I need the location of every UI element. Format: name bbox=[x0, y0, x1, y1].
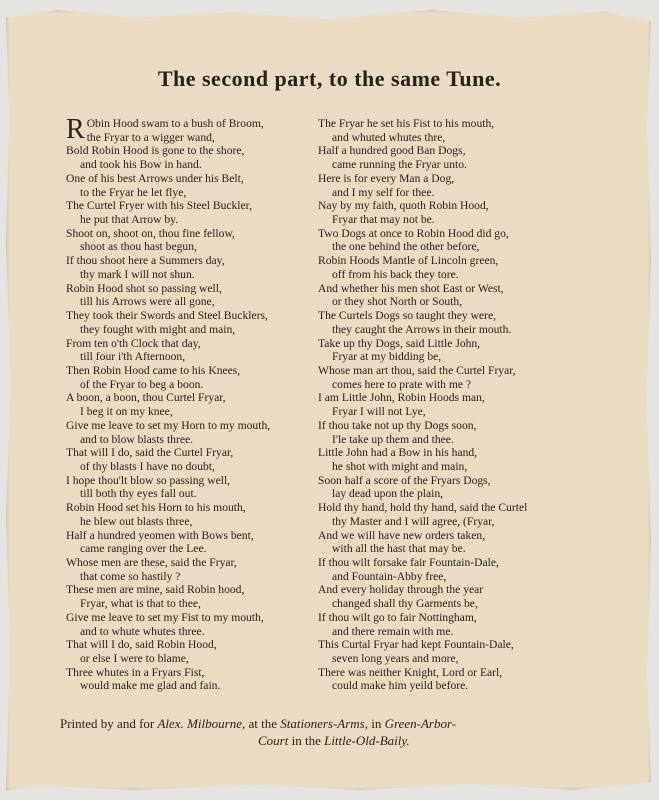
verse-line: he blew out blasts three, bbox=[80, 514, 193, 528]
verse-line: and Fountain-Abby free, bbox=[332, 569, 447, 583]
verse-line: If thou shoot here a Summers day, bbox=[66, 254, 225, 268]
verse-line: Whose men are these, said the Fryar, bbox=[66, 556, 237, 569]
verse-line: Give me leave to set my Fist to my mouth, bbox=[66, 610, 264, 624]
verse-line: they fought with might and main, bbox=[80, 322, 236, 336]
verse-line: I beg it on my knee, bbox=[80, 405, 173, 419]
verse-line: of the Fryar to beg a boon. bbox=[80, 377, 204, 391]
verse-line: A boon, a boon, thou Curtel Fryar, bbox=[66, 391, 226, 405]
verse-line: Take up thy Dogs, said Little John, bbox=[318, 336, 481, 350]
verse-line: and to blow blasts three. bbox=[80, 432, 194, 446]
verse-line: thy Master and I will agree, (Fryar, bbox=[332, 514, 495, 528]
drop-cap: R bbox=[66, 114, 85, 145]
verse-line: till both thy eyes fall out. bbox=[80, 487, 197, 501]
imprint-sign: Stationers-Arms, bbox=[280, 716, 368, 731]
imprint-text: in the bbox=[288, 733, 325, 748]
verse-line: And whether his men shot East or West, bbox=[318, 281, 504, 295]
imprint-place: Little-Old-Baily. bbox=[324, 733, 410, 748]
page-title: The second part, to the same Tune. bbox=[157, 66, 502, 91]
verse-line: he shot with might and main, bbox=[332, 459, 468, 473]
verse-line: Here is for every Man a Dog, bbox=[318, 171, 455, 185]
verse-line: off from his back they tore. bbox=[332, 267, 459, 281]
right-verse-column bbox=[318, 117, 588, 693]
verse-line: Hold thy hand, hold thy hand, said the Curtel bbox=[318, 501, 528, 515]
verse-line: till four i'th Afternoon, bbox=[80, 350, 186, 364]
verse-line: One of his best Arrows under his Belt, bbox=[66, 171, 244, 185]
verse-line: or they shot North or South, bbox=[332, 295, 463, 309]
verse-line: Robin Hoods Mantle of Lincoln green, bbox=[318, 254, 499, 268]
verse-line: till his Arrows were all gone, bbox=[80, 295, 215, 309]
verse-line: Fryar, what is that to thee, bbox=[80, 597, 201, 611]
verse-line: Shoot on, shoot on, thou fine fellow, bbox=[66, 226, 235, 240]
verse-line: I hope thou'lt blow so passing well, bbox=[66, 473, 231, 487]
verse-line: Bold Robin Hood is gone to the shore, bbox=[66, 144, 245, 158]
verse-line: If thou wilt forsake fair Fountain-Dale, bbox=[318, 556, 499, 569]
verse-line: This Curtal Fryar had kept Fountain-Dale, bbox=[318, 638, 514, 652]
verse-line: that come so hastily ? bbox=[80, 569, 181, 583]
verse-line: he put that Arrow by. bbox=[80, 213, 179, 227]
verse-line: Fryar that may not be. bbox=[332, 213, 435, 227]
verse-line: And we will have new orders taken, bbox=[318, 528, 486, 542]
verse-line: They took their Swords and Steel Bucklers, bbox=[66, 309, 268, 323]
imprint-place: Court bbox=[258, 733, 289, 748]
verse-line: If thou take not up thy Dogs soon, bbox=[318, 418, 477, 432]
verse-line: came ranging over the Lee. bbox=[80, 542, 207, 556]
verse-line: and there remain with me. bbox=[332, 624, 454, 638]
verse-line: could make him yeild before. bbox=[332, 679, 469, 693]
verse-line: the Fryar to a wigger wand, bbox=[86, 130, 215, 144]
verse-line: shoot as thou hast begun, bbox=[80, 240, 197, 254]
verse-line: Little John had a Bow in his hand, bbox=[318, 446, 478, 460]
verse-line: I am Little John, Robin Hoods man, bbox=[318, 391, 485, 405]
imprint-printer: Alex. Milbourne, bbox=[157, 716, 246, 731]
verse-line: Robin Hood shot so passing well, bbox=[66, 281, 222, 295]
verse-line: These men are mine, said Robin hood, bbox=[66, 583, 245, 597]
verse-line: That will I do, said Robin Hood, bbox=[66, 638, 217, 652]
verse-line: Three whutes in a Fryars Fist, bbox=[66, 665, 205, 679]
verse-line: Half a hundred yeomen with Bows bent, bbox=[66, 528, 254, 542]
imprint-place: Green-Arbor- bbox=[384, 716, 457, 731]
verse-line: they caught the Arrows in their mouth. bbox=[332, 322, 512, 336]
verse-line: and to whute whutes three. bbox=[80, 624, 205, 638]
left-verse-column bbox=[66, 114, 336, 693]
verse-line: The Curtels Dogs so taught they were, bbox=[318, 309, 497, 323]
verse-line: or else I were to blame, bbox=[80, 652, 189, 666]
verse-line: From ten o'th Clock that day, bbox=[66, 336, 201, 350]
verse-line: Two Dogs at once to Robin Hood did go, bbox=[318, 226, 509, 240]
verse-line: to the Fryar he let flye, bbox=[80, 185, 187, 199]
verse-line: Obin Hood swam to a bush of Broom, bbox=[86, 117, 264, 130]
verse-line: Whose man art thou, said the Curtel Fryar, bbox=[318, 363, 516, 377]
verse-line: the one behind the other before, bbox=[332, 240, 480, 254]
verse-line: There was neither Knight, Lord or Earl, bbox=[318, 665, 503, 679]
verse-line: and I my self for thee. bbox=[332, 185, 435, 199]
verse-line: Robin Hood set his Horn to his mouth, bbox=[66, 501, 246, 515]
verse-line: The Fryar he set his Fist to his mouth, bbox=[318, 117, 495, 130]
imprint-text: Printed by and for bbox=[60, 716, 158, 731]
verse-line: That will I do, said the Curtel Fryar, bbox=[66, 446, 234, 460]
verse-line: Nay by my faith, quoth Robin Hood, bbox=[318, 199, 489, 213]
verse-line: came running the Fryar unto. bbox=[332, 158, 467, 172]
printer-imprint bbox=[60, 715, 600, 749]
verse-line: and whuted whutes thre, bbox=[332, 130, 446, 144]
verse-line: with all the hast that may be. bbox=[332, 542, 466, 556]
verse-line: and took his Bow in hand. bbox=[80, 158, 202, 172]
verse-line: Give me leave to set my Horn to my mouth, bbox=[66, 418, 271, 432]
verse-line: would make me glad and fain. bbox=[80, 679, 221, 693]
verse-line: changed shall thy Garments be, bbox=[332, 597, 478, 611]
verse-line: Fryar I will not Lye, bbox=[332, 405, 426, 419]
verse-line: Half a hundred good Ban Dogs, bbox=[318, 144, 466, 158]
verse-line: comes here to prate with me ? bbox=[332, 377, 472, 391]
verse-line: And every holiday through the year bbox=[318, 583, 484, 597]
verse-line: If thou wilt go to fair Nottingham, bbox=[318, 610, 477, 624]
imprint-text: in bbox=[367, 716, 385, 731]
verse-line: seven long years and more, bbox=[332, 652, 459, 666]
verse-line: Soon half a score of the Fryars Dogs, bbox=[318, 473, 491, 487]
verse-line: thy mark I will not shun. bbox=[80, 267, 195, 281]
verse-line: Then Robin Hood came to his Knees, bbox=[66, 363, 241, 377]
verse-line: Fryar at my bidding be, bbox=[332, 350, 442, 364]
verse-line: The Curtel Fryer with his Steel Buckler, bbox=[66, 199, 252, 213]
verse-line: lay dead upon the plain, bbox=[332, 487, 444, 501]
verse-line: I'le take up them and thee. bbox=[332, 432, 454, 446]
imprint-text: at the bbox=[245, 716, 281, 731]
verse-line: of thy blasts I have no doubt, bbox=[80, 459, 215, 473]
